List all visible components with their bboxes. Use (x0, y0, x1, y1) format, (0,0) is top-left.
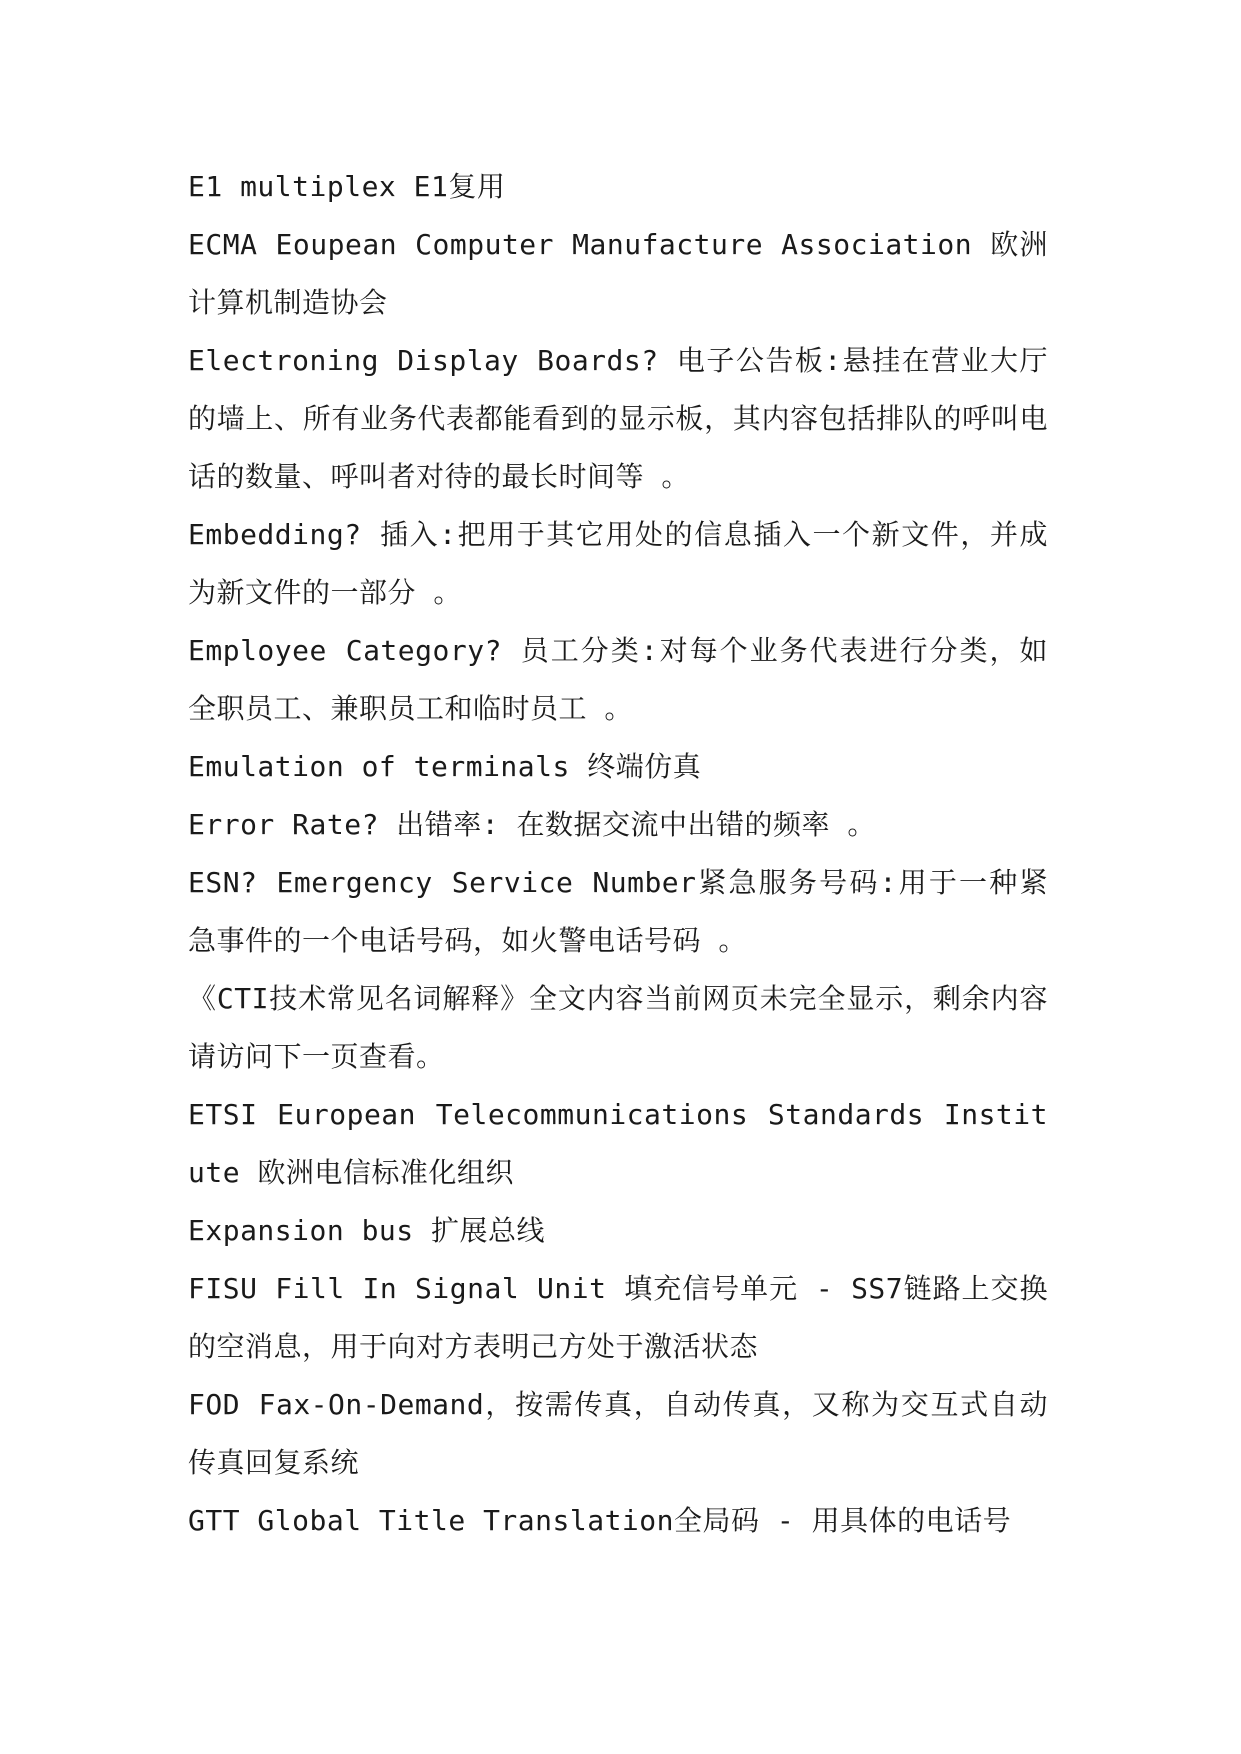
paragraph-emulation-of-terminals: Emulation of terminals 终端仿真 (188, 750, 702, 783)
paragraph-etsi: ETSI European Telecommunications Standards Institute 欧洲电信标准化组织 (188, 1098, 1048, 1189)
paragraph-embedding: Embedding? 插入:把用于其它用处的信息插入一个新文件，并成为新文件的一部分 。 (188, 518, 1048, 609)
paragraph-fod: FOD Fax-On-Demand，按需传真，自动传真，又称为交互式自动传真回复系统 (188, 1388, 1048, 1479)
paragraph-fisu: FISU Fill In Signal Unit 填充信号单元 - SS7链路上交换的空消息，用于向对方表明己方处于激活状态 (188, 1272, 1048, 1363)
paragraph-employee-category: Employee Category? 员工分类:对每个业务代表进行分类，如全职员工、兼职员工和临时员工 。 (188, 634, 1048, 725)
paragraph-expansion-bus: Expansion bus 扩展总线 (188, 1214, 546, 1247)
paragraph-e1-multiplex: E1 multiplex E1复用 (188, 170, 506, 203)
paragraph-error-rate: Error Rate? 出错率: 在数据交流中出错的频率 。 (188, 808, 876, 841)
document-body (188, 158, 1048, 1550)
paragraph-esn: ESN? Emergency Service Number紧急服务号码:用于一种紧急事件的一个电话号码，如火警电话号码 。 (188, 866, 1048, 957)
paragraph-electronic-display-boards: Electroning Display Boards? 电子公告板:悬挂在营业大厅的墙上、所有业务代表都能看到的显示板，其内容包括排队的呼叫电话的数量、呼叫者对待的最长时间等 。 (188, 344, 1048, 493)
paragraph-gtt: GTT Global Title Translation全局码 - 用具体的电话号 (188, 1504, 1012, 1537)
paragraph-ecma: ECMA Eoupean Computer Manufacture Association 欧洲计算机制造协会 (188, 228, 1048, 319)
paragraph-continuation-notice: 《CTI技术常见名词解释》全文内容当前网页未完全显示，剩余内容请访问下一页查看。 (188, 982, 1048, 1073)
